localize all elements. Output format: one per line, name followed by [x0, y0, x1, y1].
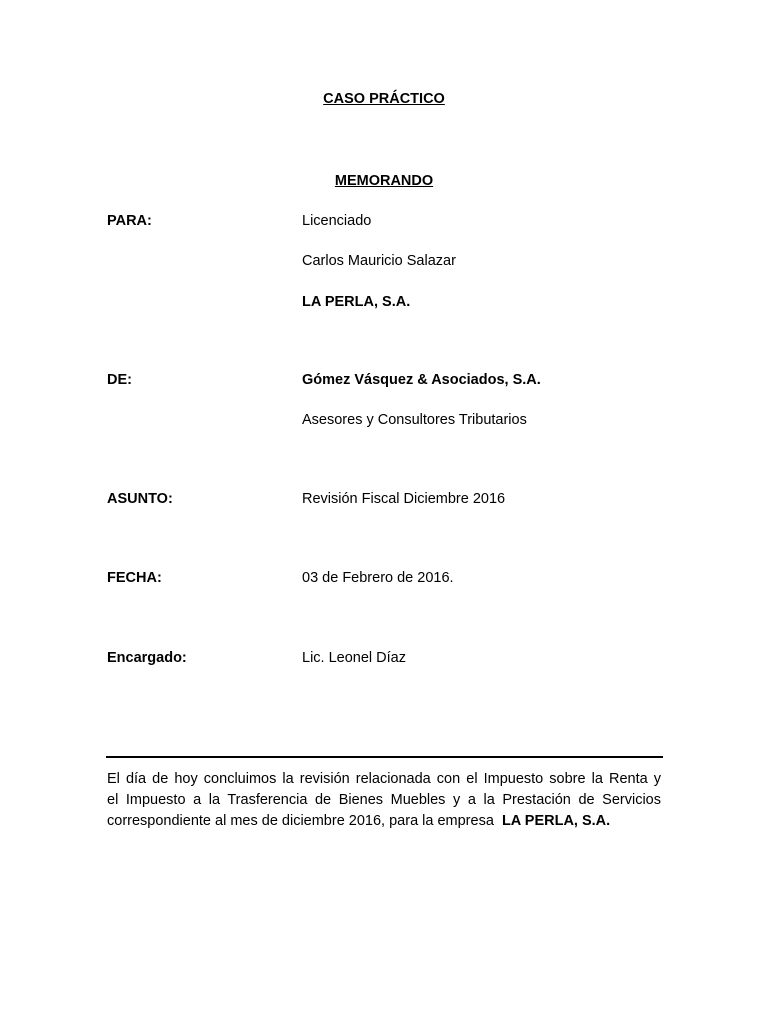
- para-line-3: LA PERLA, S.A.: [302, 294, 411, 310]
- body-line-3-text: correspondiente al mes de diciembre 2016, para la empresa: [107, 813, 494, 829]
- para-line-2: Carlos Mauricio Salazar: [302, 253, 456, 269]
- para-line-1: Licenciado: [302, 213, 372, 229]
- de-line-2: Asesores y Consultores Tributarios: [302, 412, 527, 428]
- encargado-value: Lic. Leonel Díaz: [302, 650, 406, 666]
- fecha-value: 03 de Febrero de 2016.: [302, 570, 454, 586]
- body-paragraph: [107, 769, 661, 832]
- fecha-label: FECHA:: [107, 570, 162, 586]
- body-line-1: El día de hoy concluimos la revisión relacionada con el Impuesto sobre la Renta y: [107, 771, 661, 787]
- separator-line: [106, 756, 663, 758]
- memo-title: MEMORANDO: [334, 173, 434, 189]
- body-line-3: [107, 811, 661, 832]
- de-line-1: Gómez Vásquez & Asociados, S.A.: [302, 372, 541, 388]
- body-company-name: LA PERLA, S.A.: [501, 813, 611, 829]
- para-label: PARA:: [107, 213, 152, 229]
- asunto-value: Revisión Fiscal Diciembre 2016: [302, 491, 506, 507]
- encargado-label: Encargado:: [107, 650, 187, 666]
- case-title: CASO PRÁCTICO: [323, 91, 445, 107]
- de-label: DE:: [107, 372, 132, 388]
- asunto-label: ASUNTO:: [107, 491, 173, 507]
- body-line-2: el Impuesto a la Trasferencia de Bienes Muebles y a la Prestación de Servicios: [107, 792, 661, 808]
